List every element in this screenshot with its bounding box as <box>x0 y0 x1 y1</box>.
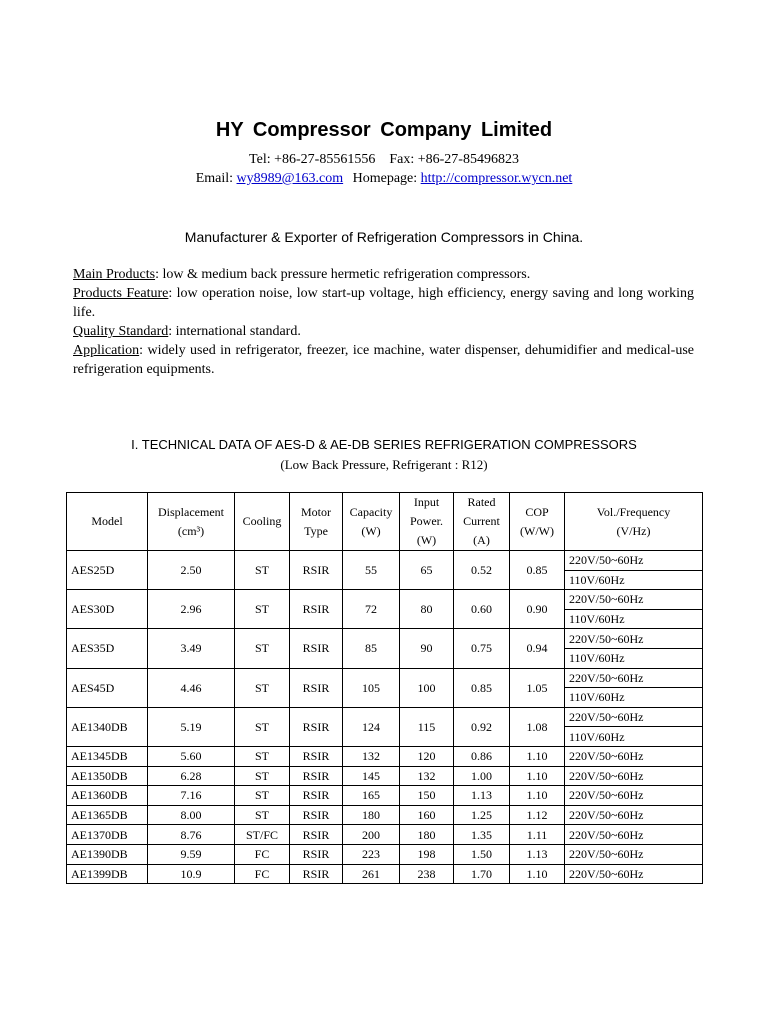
cop-cell: 0.85 <box>510 551 565 590</box>
column-header-model <box>67 493 148 551</box>
column-header-cooling <box>235 493 290 551</box>
input-power-cell: 198 <box>400 844 454 864</box>
cop-cell: 1.10 <box>510 746 565 766</box>
displacement-cell: 9.59 <box>148 844 235 864</box>
capacity-cell: 72 <box>343 590 400 629</box>
cop-cell: 1.05 <box>510 668 565 707</box>
table-body <box>67 551 703 884</box>
table-row <box>67 551 703 571</box>
vol-frequency-cell: 110V/60Hz <box>565 609 703 629</box>
motor-type-cell: RSIR <box>290 864 343 884</box>
column-header-vol-frequency <box>565 493 703 551</box>
column-header-input-power <box>400 493 454 551</box>
rated-current-cell: 0.52 <box>454 551 510 590</box>
capacity-cell: 180 <box>343 805 400 825</box>
table-header-row <box>67 493 703 551</box>
vol-frequency-cell: 220V/50~60Hz <box>565 805 703 825</box>
vol-frequency-cell: 110V/60Hz <box>565 570 703 590</box>
input-power-cell: 115 <box>400 707 454 746</box>
cooling-cell: ST <box>235 786 290 806</box>
capacity-cell: 145 <box>343 766 400 786</box>
intro-text: : international standard. <box>168 324 301 339</box>
input-power-cell: 160 <box>400 805 454 825</box>
rated-current-cell: 1.50 <box>454 844 510 864</box>
rated-current-cell: 0.85 <box>454 668 510 707</box>
intro-label: Quality Standard <box>73 324 169 339</box>
vol-frequency-cell: 220V/50~60Hz <box>565 707 703 727</box>
displacement-cell: 10.9 <box>148 864 235 884</box>
technical-data-table <box>66 492 703 884</box>
column-header-cop <box>510 493 565 551</box>
vol-frequency-cell: 220V/50~60Hz <box>565 786 703 806</box>
capacity-cell: 124 <box>343 707 400 746</box>
vol-frequency-cell: 220V/50~60Hz <box>565 825 703 845</box>
intro-label: Main Products <box>73 267 156 282</box>
vol-frequency-cell: 220V/50~60Hz <box>565 844 703 864</box>
homepage-link[interactable]: http://compressor.wycn.net <box>420 171 573 186</box>
input-power-cell: 238 <box>400 864 454 884</box>
header-line: Type <box>304 523 328 538</box>
cooling-cell: ST <box>235 629 290 668</box>
capacity-cell: 132 <box>343 746 400 766</box>
intro-text: : low & medium back pressure hermetic refrigeration compressors. <box>155 267 531 282</box>
input-power-cell: 80 <box>400 590 454 629</box>
input-power-cell: 120 <box>400 746 454 766</box>
cop-cell: 1.12 <box>510 805 565 825</box>
displacement-cell: 2.50 <box>148 551 235 590</box>
cop-cell: 1.10 <box>510 864 565 884</box>
vol-frequency-cell: 110V/60Hz <box>565 727 703 747</box>
displacement-cell: 2.96 <box>148 590 235 629</box>
header-line: (W) <box>416 533 437 547</box>
section-subtitle: (Low Back Pressure, Refrigerant : R12) <box>280 457 488 472</box>
rated-current-cell: 0.75 <box>454 629 510 668</box>
capacity-cell: 85 <box>343 629 400 668</box>
motor-type-cell: RSIR <box>290 844 343 864</box>
cop-cell: 1.13 <box>510 844 565 864</box>
model-cell: AE1340DB <box>67 707 148 746</box>
intro-label: Products Feature <box>73 286 169 301</box>
model-cell: AE1390DB <box>67 844 148 864</box>
capacity-cell: 223 <box>343 844 400 864</box>
cooling-cell: ST <box>235 551 290 590</box>
header-line: (W) <box>361 523 381 538</box>
header-line: (W/W) <box>520 523 554 538</box>
cop-cell: 1.08 <box>510 707 565 746</box>
table-row <box>67 590 703 610</box>
model-cell: AES35D <box>67 629 148 668</box>
vol-frequency-cell: 110V/60Hz <box>565 688 703 708</box>
displacement-cell: 3.49 <box>148 629 235 668</box>
intro-application <box>73 341 694 379</box>
table-row <box>67 786 703 806</box>
input-power-cell: 180 <box>400 825 454 845</box>
rated-current-cell: 1.13 <box>454 786 510 806</box>
table-row <box>67 825 703 845</box>
model-cell: AES25D <box>67 551 148 590</box>
motor-type-cell: RSIR <box>290 766 343 786</box>
vol-frequency-cell: 220V/50~60Hz <box>565 746 703 766</box>
displacement-cell: 8.76 <box>148 825 235 845</box>
model-cell: AE1399DB <box>67 864 148 884</box>
column-header-motor-type <box>290 493 343 551</box>
table-row <box>67 864 703 884</box>
rated-current-cell: 1.35 <box>454 825 510 845</box>
rated-current-cell: 0.86 <box>454 746 510 766</box>
intro-text: : low operation noise, low start-up voltage, high efficiency, energy saving and long working life. <box>73 286 695 320</box>
cop-cell: 0.94 <box>510 629 565 668</box>
motor-type-cell: RSIR <box>290 746 343 766</box>
motor-type-cell: RSIR <box>290 707 343 746</box>
table-row <box>67 746 703 766</box>
header-line: Cooling <box>242 514 282 528</box>
rated-current-cell: 1.00 <box>454 766 510 786</box>
cooling-cell: ST/FC <box>235 825 290 845</box>
header-line: Input <box>413 495 440 509</box>
vol-frequency-cell: 220V/50~60Hz <box>565 551 703 571</box>
header-line: Motor <box>301 504 331 519</box>
displacement-cell: 5.19 <box>148 707 235 746</box>
cooling-cell: FC <box>235 844 290 864</box>
rated-current-cell: 1.70 <box>454 864 510 884</box>
contact-phone-line <box>0 152 768 168</box>
cooling-cell: ST <box>235 590 290 629</box>
motor-type-cell: RSIR <box>290 629 343 668</box>
displacement-cell: 7.16 <box>148 786 235 806</box>
capacity-cell: 55 <box>343 551 400 590</box>
intro-products-feature <box>73 284 694 322</box>
model-cell: AES45D <box>67 668 148 707</box>
cooling-cell: ST <box>235 668 290 707</box>
header-line: Current <box>463 514 500 528</box>
motor-type-cell: RSIR <box>290 668 343 707</box>
header-line: Displacement <box>158 504 224 519</box>
intro-main-products <box>73 265 694 284</box>
cop-cell: 1.11 <box>510 825 565 845</box>
header-line: Capacity <box>349 504 393 519</box>
section-title: I. TECHNICAL DATA OF AES-D & AE-DB SERIES REFRIGERATION COMPRESSORS <box>131 437 637 452</box>
header-line: (cm³) <box>177 523 205 538</box>
table-row <box>67 707 703 727</box>
model-cell: AE1360DB <box>67 786 148 806</box>
vol-frequency-cell: 220V/50~60Hz <box>565 864 703 884</box>
cooling-cell: ST <box>235 707 290 746</box>
capacity-cell: 105 <box>343 668 400 707</box>
vol-frequency-cell: 110V/60Hz <box>565 648 703 668</box>
column-header-capacity <box>343 493 400 551</box>
displacement-cell: 5.60 <box>148 746 235 766</box>
displacement-cell: 6.28 <box>148 766 235 786</box>
table-row <box>67 766 703 786</box>
model-cell: AE1365DB <box>67 805 148 825</box>
displacement-cell: 8.00 <box>148 805 235 825</box>
cop-cell: 0.90 <box>510 590 565 629</box>
model-cell: AES30D <box>67 590 148 629</box>
header-line: Rated <box>467 495 496 509</box>
motor-type-cell: RSIR <box>290 590 343 629</box>
input-power-cell: 65 <box>400 551 454 590</box>
header-line: (A) <box>473 533 490 547</box>
table-row <box>67 844 703 864</box>
column-header-rated-current <box>454 493 510 551</box>
cooling-cell: ST <box>235 746 290 766</box>
input-power-cell: 100 <box>400 668 454 707</box>
contact-web-line <box>0 171 768 187</box>
intro-label: Application <box>73 343 140 358</box>
cooling-cell: FC <box>235 864 290 884</box>
rated-current-cell: 1.25 <box>454 805 510 825</box>
intro-text: : widely used in refrigerator, freezer, ice machine, water dispenser, dehumidifier and medical-use refrigeration equipments. <box>73 343 694 377</box>
capacity-cell: 200 <box>343 825 400 845</box>
vol-frequency-cell: 220V/50~60Hz <box>565 629 703 649</box>
column-header-displacement <box>148 493 235 551</box>
input-power-cell: 132 <box>400 766 454 786</box>
cop-cell: 1.10 <box>510 786 565 806</box>
model-cell: AE1370DB <box>67 825 148 845</box>
input-power-cell: 150 <box>400 786 454 806</box>
company-name: HY Compressor Company Limited <box>215 119 553 141</box>
model-cell: AE1350DB <box>67 766 148 786</box>
model-cell: AE1345DB <box>67 746 148 766</box>
motor-type-cell: RSIR <box>290 551 343 590</box>
table-row <box>67 629 703 649</box>
email-link[interactable]: wy8989@163.com <box>236 171 344 186</box>
email-label: Email: <box>195 171 234 186</box>
tagline: Manufacturer & Exporter of Refrigeration Compressors in China. <box>184 229 584 245</box>
rated-current-cell: 0.60 <box>454 590 510 629</box>
vol-frequency-cell: 220V/50~60Hz <box>565 668 703 688</box>
motor-type-cell: RSIR <box>290 825 343 845</box>
motor-type-cell: RSIR <box>290 786 343 806</box>
header-line: (V/Hz) <box>616 523 651 538</box>
fax-text: Fax: +86-27-85496823 <box>389 152 519 167</box>
tel-text: Tel: +86-27-85561556 <box>249 152 376 167</box>
intro-quality-standard <box>73 322 694 341</box>
header-line: Model <box>91 514 123 528</box>
vol-frequency-cell: 220V/50~60Hz <box>565 766 703 786</box>
header-line: Vol./Frequency <box>596 504 671 519</box>
displacement-cell: 4.46 <box>148 668 235 707</box>
cooling-cell: ST <box>235 805 290 825</box>
motor-type-cell: RSIR <box>290 805 343 825</box>
header-line: COP <box>525 504 549 519</box>
table-row <box>67 805 703 825</box>
vol-frequency-cell: 220V/50~60Hz <box>565 590 703 610</box>
homepage-label: Homepage: <box>352 171 418 186</box>
capacity-cell: 261 <box>343 864 400 884</box>
rated-current-cell: 0.92 <box>454 707 510 746</box>
input-power-cell: 90 <box>400 629 454 668</box>
cop-cell: 1.10 <box>510 766 565 786</box>
cooling-cell: ST <box>235 766 290 786</box>
capacity-cell: 165 <box>343 786 400 806</box>
header-line: Power. <box>410 514 443 528</box>
intro-section <box>73 265 694 379</box>
table-row <box>67 668 703 688</box>
